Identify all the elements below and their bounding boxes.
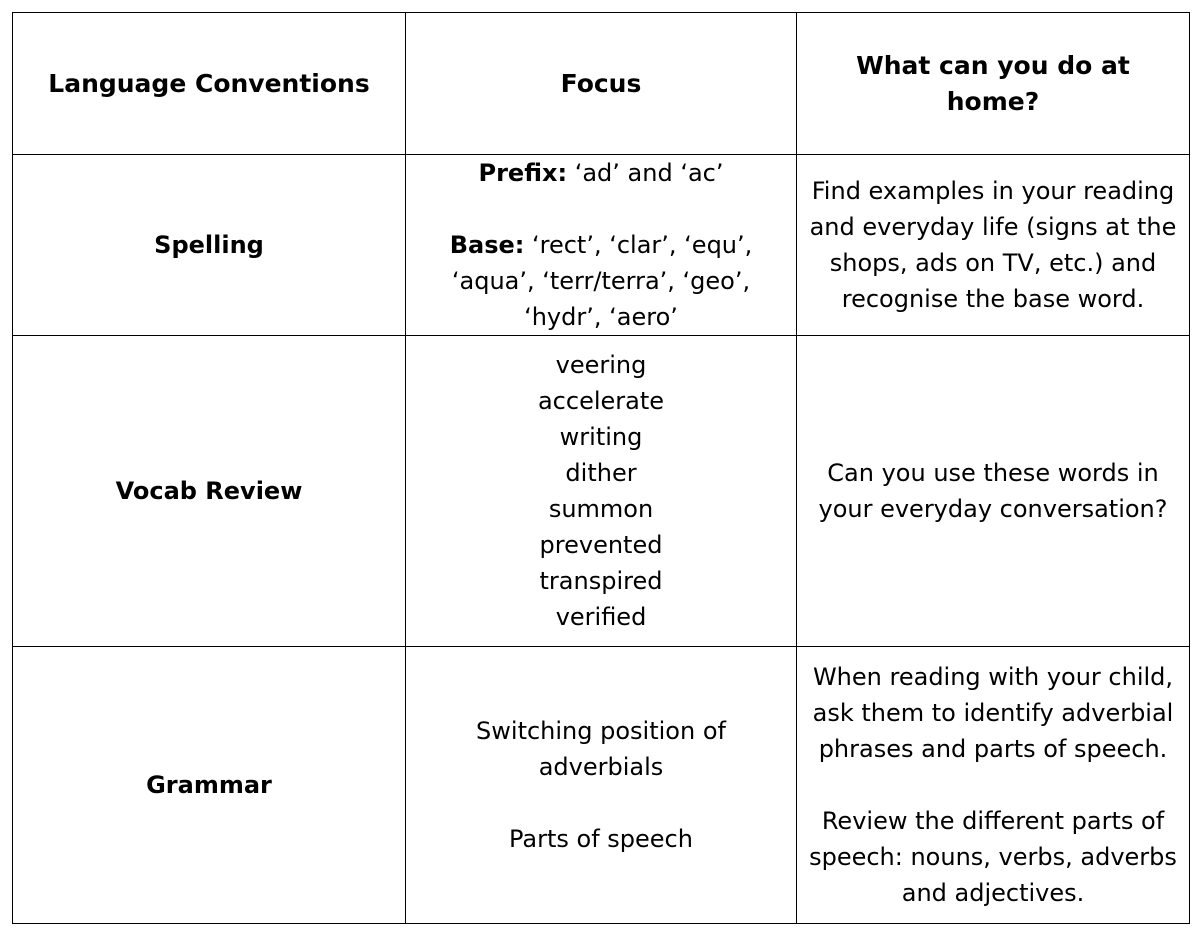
vocab-home-tip: Can you use these words in your everyday conversation? — [797, 336, 1190, 647]
vocab-word: prevented — [539, 531, 663, 559]
vocab-word: dither — [565, 459, 637, 487]
table-row-vocab-review — [13, 336, 1190, 647]
prefix-label: Prefix: — [478, 159, 568, 187]
prefix-value: ‘ad’ and ‘ac’ — [574, 159, 724, 187]
vocab-word: summon — [548, 495, 654, 523]
grammar-home-cell — [797, 647, 1190, 924]
vocab-word: veering — [555, 351, 647, 379]
spelling-label: Spelling — [13, 155, 406, 336]
base-value: ‘rect’, ‘clar’, ‘equ’, ‘aqua’, ‘terr/terra’, ‘geo’, ‘hydr’, ‘aero’ — [451, 231, 753, 331]
language-conventions-table — [12, 12, 1190, 924]
vocab-review-label: Vocab Review — [13, 336, 406, 647]
header-language-conventions: Language Conventions — [13, 13, 406, 155]
grammar-home-tip: When reading with your child, ask them to identify adverbial phrases and parts of speech. — [812, 663, 1174, 763]
grammar-focus-cell — [406, 647, 797, 924]
grammar-label: Grammar — [13, 647, 406, 924]
vocab-words-cell — [406, 336, 797, 647]
vocab-word: writing — [559, 423, 643, 451]
grammar-home-tip: Review the different parts of speech: nouns, verbs, adverbs and adjectives. — [809, 807, 1177, 907]
vocab-word: transpired — [539, 567, 663, 595]
spacer — [418, 191, 784, 227]
grammar-focus-item: Switching position of adverbials — [476, 717, 726, 781]
spacer — [418, 785, 784, 821]
header-row — [13, 13, 1190, 155]
spelling-focus-cell — [406, 155, 797, 336]
base-line — [418, 227, 784, 335]
header-focus: Focus — [406, 13, 797, 155]
table-row-grammar — [13, 647, 1190, 924]
vocab-word: verified — [555, 603, 647, 631]
grammar-focus-item: Parts of speech — [509, 825, 693, 853]
spacer — [809, 767, 1177, 803]
table-row-spelling — [13, 155, 1190, 336]
vocab-word: accelerate — [537, 387, 665, 415]
base-label: Base: — [449, 231, 525, 259]
spelling-home-tip: Find examples in your reading and everyday life (signs at the shops, ads on TV, etc.) and recognise the base word. — [797, 155, 1190, 336]
header-what-at-home: What can you do at home? — [797, 13, 1190, 155]
prefix-line — [418, 155, 784, 191]
